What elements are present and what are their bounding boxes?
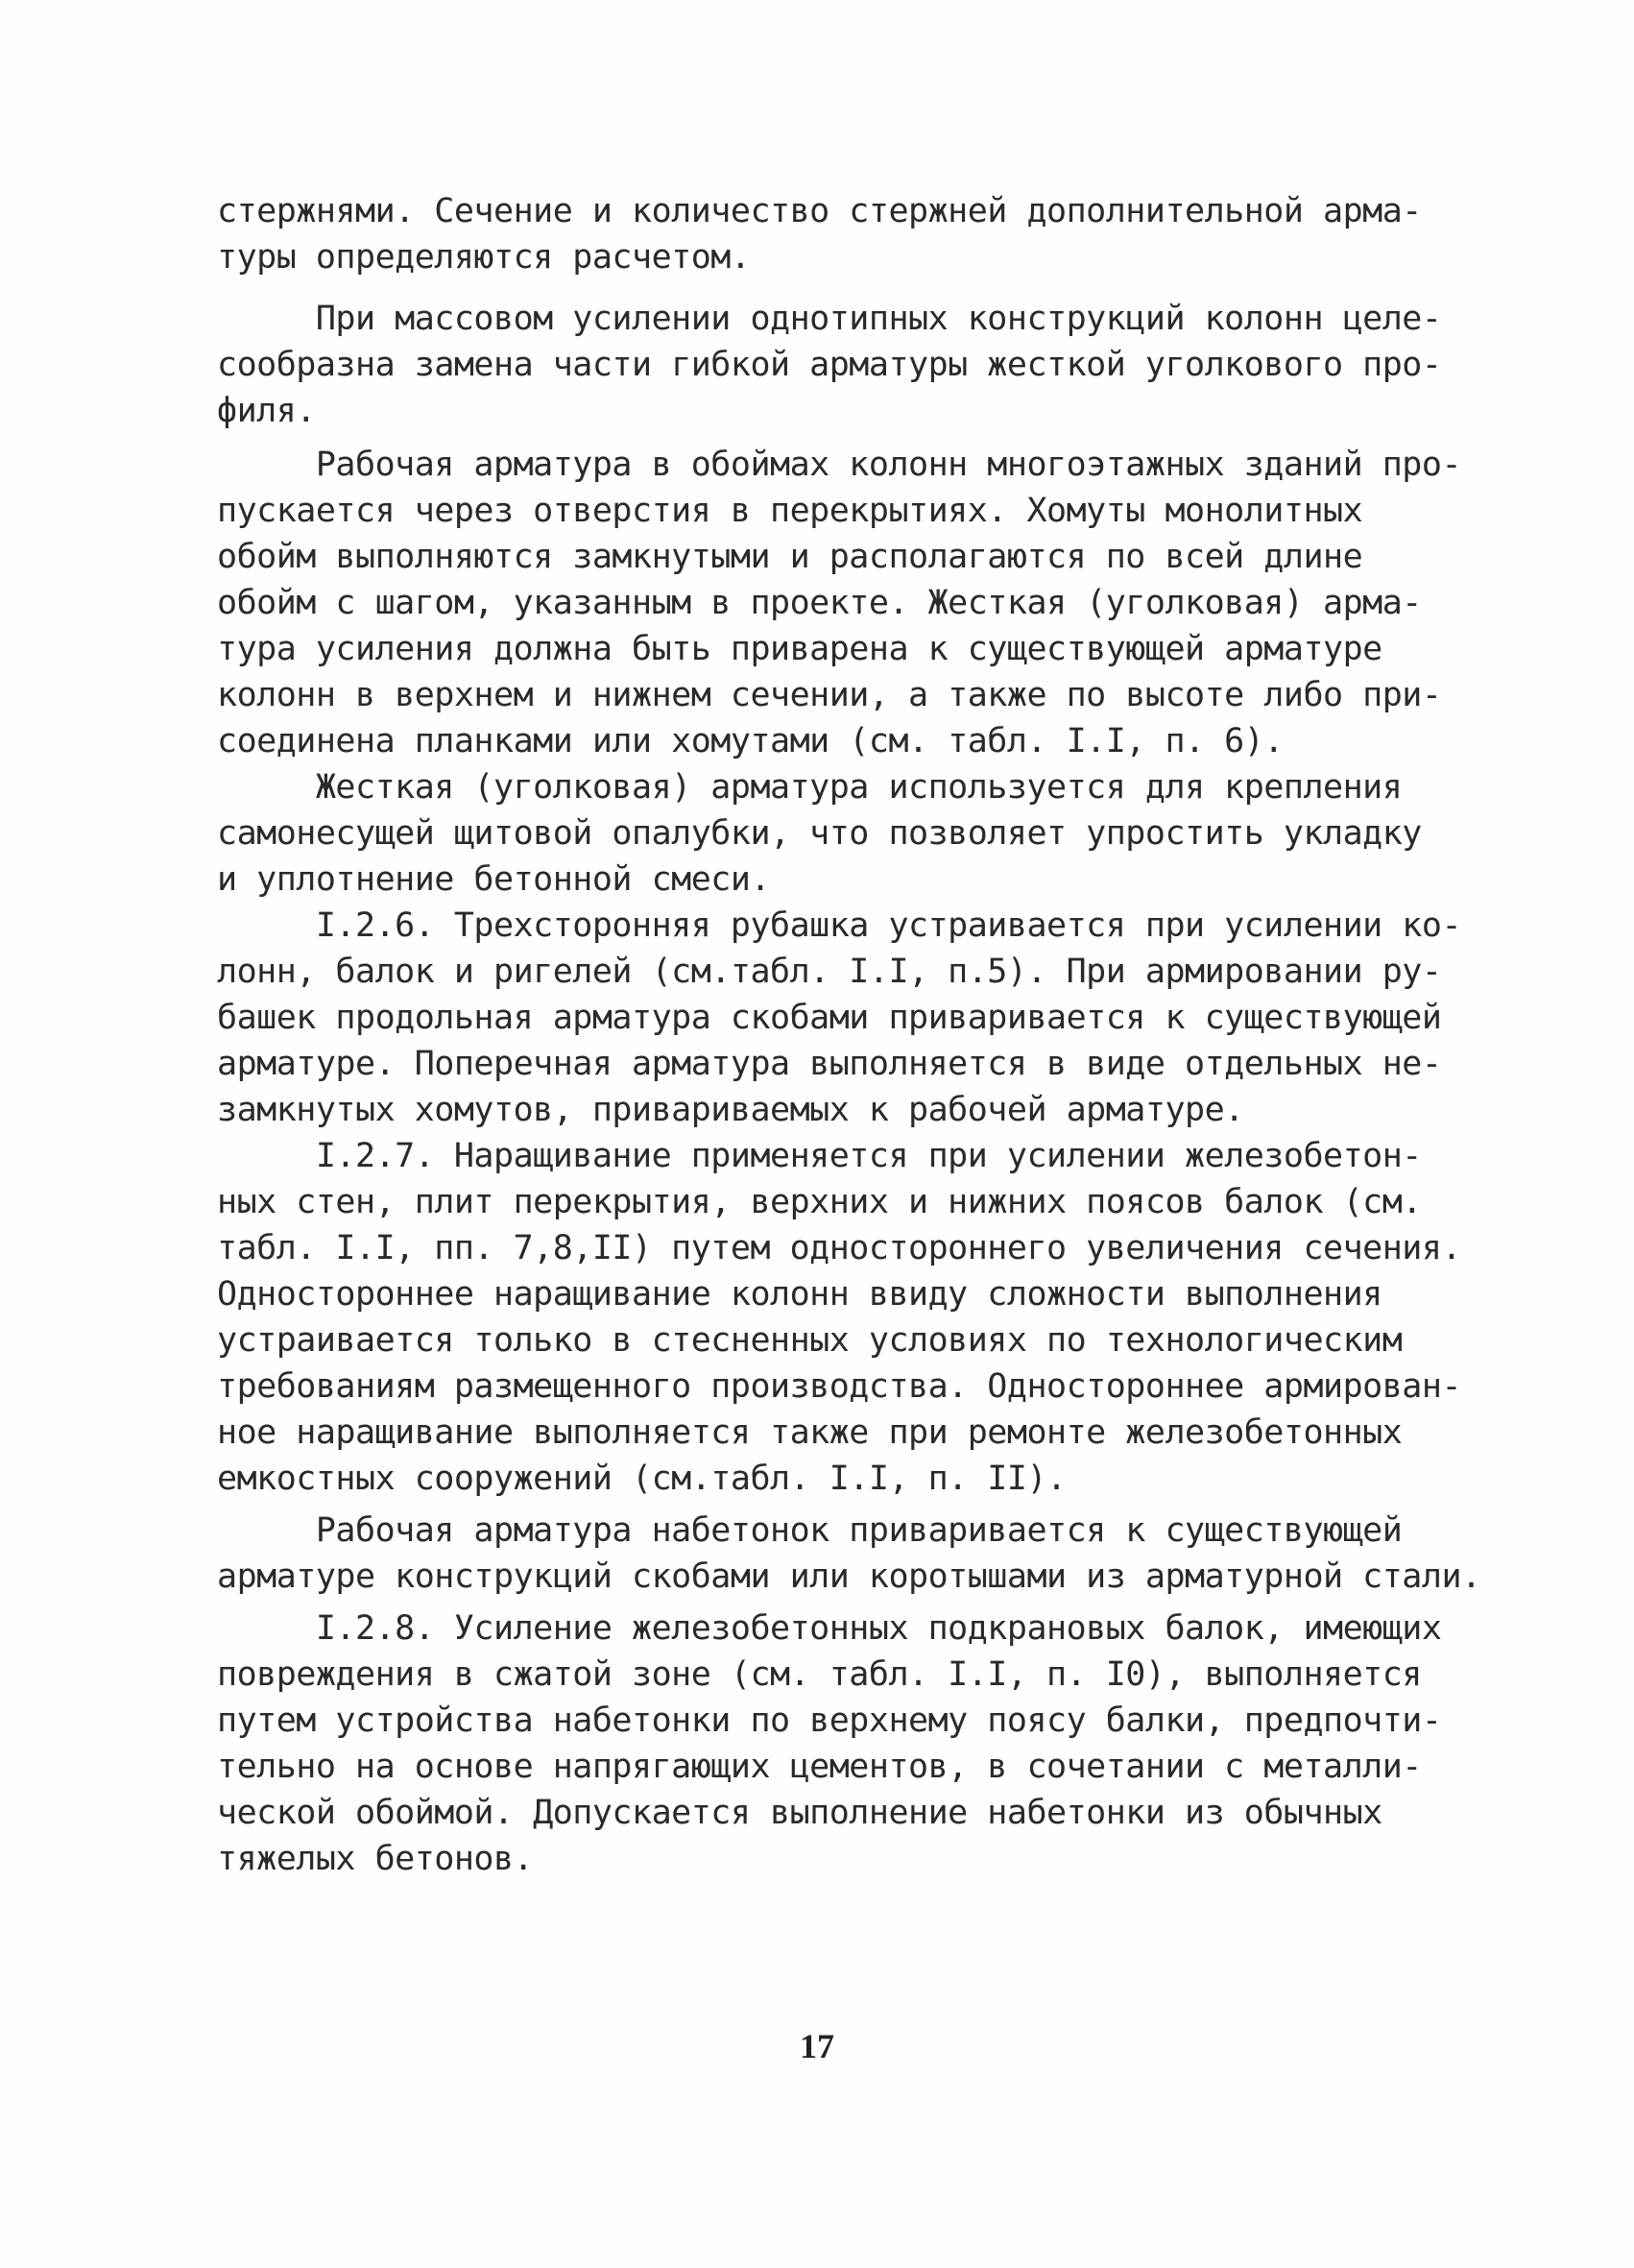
text-line: арматуре конструкций скобами или коротышами из арматурной стали. bbox=[217, 1557, 1481, 1596]
text-line: табл. I.I, пп. 7,8,II) путем одностороннего увеличения сечения. bbox=[217, 1229, 1462, 1267]
text-line: тура усиления должна быть приварена к существующей арматуре bbox=[217, 630, 1382, 668]
text-line: тельно на основе напрягающих цементов, в сочетании с металли- bbox=[217, 1748, 1422, 1786]
text-line: I.2.8. Усиление железобетонных подкрановых балок, имеющих bbox=[217, 1609, 1442, 1648]
page-number: 17 bbox=[800, 2027, 834, 2065]
text-line: емкостных сооружений (см.табл. I.I, п. II). bbox=[217, 1460, 1067, 1498]
text-line: арматуре. Поперечная арматура выполняется в виде отдельных не- bbox=[217, 1045, 1442, 1083]
text-line: тяжелых бетонов. bbox=[217, 1840, 534, 1878]
text-line: ных стен, плит перекрытия, верхних и нижних поясов балок (см. bbox=[217, 1183, 1422, 1221]
text-line: требованиям размещенного производства. Одностороннее армирован- bbox=[217, 1367, 1462, 1406]
text-line: Жесткая (уголковая) арматура используется для крепления bbox=[217, 768, 1403, 807]
text-line: обойм с шагом, указанным в проекте. Жесткая (уголковая) арма- bbox=[217, 584, 1422, 622]
text-line: Одностороннее наращивание колонн ввиду сложности выполнения bbox=[217, 1275, 1382, 1314]
text-line: I.2.6. Трехсторонняя рубашка устраивается при усилении ко- bbox=[217, 906, 1462, 945]
text-line: замкнутых хомутов, привариваемых к рабочей арматуре. bbox=[217, 1091, 1244, 1129]
text-line: При массовом усилении однотипных конструкций колонн целе- bbox=[217, 300, 1442, 338]
text-line: филя. bbox=[217, 392, 316, 430]
text-line: повреждения в сжатой зоне (см. табл. I.I, п. I0), выполняется bbox=[217, 1655, 1422, 1694]
text-line: ное наращивание выполняется также при ремонте железобетонных bbox=[217, 1413, 1403, 1452]
text-line: обойм выполняются замкнутыми и располагаются по всей длине bbox=[217, 538, 1363, 576]
text-line: лонн, балок и ригелей (см.табл. I.I, п.5). При армировании ру- bbox=[217, 953, 1442, 991]
text-line: самонесущей щитовой опалубки, что позволяет упростить укладку bbox=[217, 814, 1422, 853]
text-line: соединена планками или хомутами (см. табл. I.I, п. 6). bbox=[217, 722, 1284, 760]
text-line: устраивается только в стесненных условиях по технологическим bbox=[217, 1321, 1403, 1360]
text-line: Рабочая арматура в обоймах колонн многоэтажных зданий про- bbox=[217, 446, 1462, 484]
text-line: туры определяются расчетом. bbox=[217, 238, 751, 277]
text-line: колонн в верхнем и нижнем сечении, а также по высоте либо при- bbox=[217, 676, 1442, 714]
text-line: путем устройства набетонки по верхнему поясу балки, предпочти- bbox=[217, 1701, 1442, 1740]
text-line: пускается через отверстия в перекрытиях. Хомуты монолитных bbox=[217, 492, 1363, 530]
text-line: ческой обоймой. Допускается выполнение набетонки из обычных bbox=[217, 1794, 1382, 1832]
text-line: сообразна замена части гибкой арматуры жесткой уголкового про- bbox=[217, 346, 1442, 384]
text-line: I.2.7. Наращивание применяется при усилении железобетон- bbox=[217, 1137, 1422, 1175]
text-line: стержнями. Сечение и количество стержней дополнительной арма- bbox=[217, 192, 1422, 230]
text-line: и уплотнение бетонной смеси. bbox=[217, 860, 771, 899]
text-line: Рабочая арматура набетонок приваривается к существующей bbox=[217, 1511, 1403, 1550]
text-line: башек продольная арматура скобами приваривается к существующей bbox=[217, 999, 1442, 1037]
